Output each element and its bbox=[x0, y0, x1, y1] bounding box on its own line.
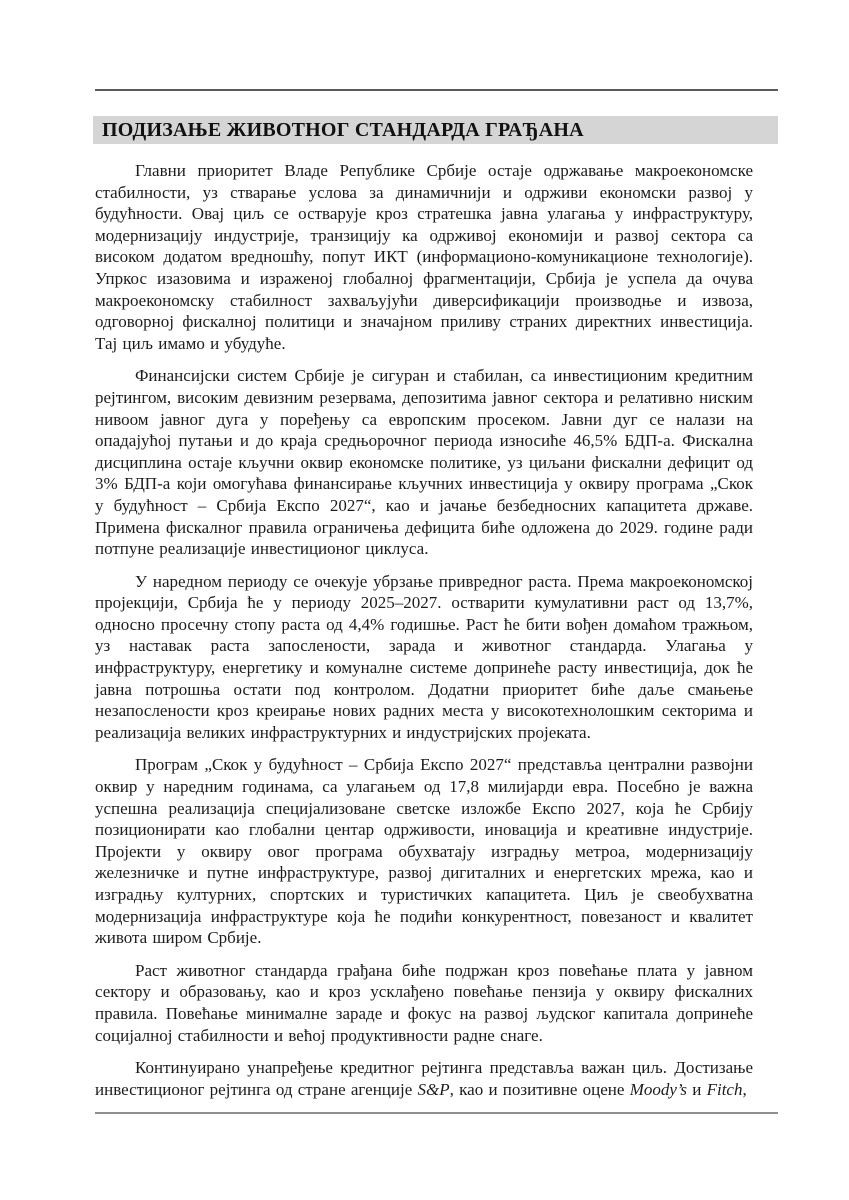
text-run: и bbox=[686, 1079, 707, 1099]
text-run: , као и позитивне оцене bbox=[449, 1079, 630, 1099]
paragraph-4: Програм „Скок у будућност – Србија Експо 2027“ представља централни развојни оквир у наредним годинама, са улагањем од 17,8 милијарди евра. Посебно је важна успешна реализација специјализоване светске изложбе Експо 2027, која ће Србију позиционирати као глобални центар одрживости, иновација и креативне индустрије. Пројекти у оквиру овог програма обухватају изградњу метроа, модернизацију железничке и путне инфраструктуре, развој дигиталних и енергетских мрежа, као и изградњу културних, спортских и туристичких капацитета. Циљ је свеобухватна модернизација инфраструктуре која ће подићи конкурентност, повезаност и квалитет живота широм Србије. bbox=[95, 755, 753, 948]
section-title: ПОДИЗАЊЕ ЖИВОТНОГ СТАНДАРДА ГРАЂАНА bbox=[102, 118, 584, 141]
paragraph-6 bbox=[95, 1057, 753, 1100]
text-run-italic-fitch: Fitch bbox=[706, 1079, 743, 1099]
footer-rule bbox=[95, 1112, 778, 1114]
paragraph-5: Раст животног стандарда грађана биће подржан кроз повећање плата у јавном сектору и образовању, као и кроз усклађено повећање пензија у оквиру фискалних правила. Повећање минималне зараде и фокус на развој људског капитала допринеће социјалној стабилности и већој продуктивности радне снаге. bbox=[95, 960, 753, 1045]
paragraph-3: У наредном периоду се очекује убрзање привредног раста. Према макроекономској пројекцији, Србија ће у периоду 2025–2027. остварити кумулативни раст од 13,7%, односно просечну стопу раста од 4,4% годишње. Раст ће бити вођен домаћом тражњом, уз наставак раста запослености, зарада и животног стандарда. Улагања у инфраструктуру, енергетику и комуналне системе допринеће расту инвестиција, док ће јавна потрошња остати под контролом. Додатни приоритет биће даље смањење незапослености кроз креирање нових радних места у високотехнолошким секторима и реализација великих инфраструктурних и индустријских пројеката. bbox=[95, 571, 753, 742]
text-run-italic-moodys: Moody’s bbox=[629, 1079, 687, 1099]
text-run-italic-sp: S&P bbox=[417, 1079, 450, 1099]
paragraph-1: Главни приоритет Владе Републике Србије остаје одржавање макроекономске стабилности, уз стварање услова за динамичнији и одрживи економски развој у будућности. Овај циљ се остварује кроз стратешка јавна улагања у инфраструктуру, модернизацију индустрије, транзицију ка одрживој економији и развој сектора са високом додатом вредношћу, попут ИКТ (информационо-комуникационе технологије). Упркос изазовима и израженој глобалној фрагментацији, Србија је успела да очува макроекономску стабилност захваљујући диверсификацији производње и извоза, одговорној фискалној политици и значајном приливу страних директних инвестиција. Тај циљ имамо и убудуће. bbox=[95, 161, 753, 353]
section-title-bar bbox=[93, 116, 778, 144]
document-body bbox=[95, 160, 753, 1111]
text-run: , bbox=[742, 1079, 747, 1099]
header-rule bbox=[95, 89, 778, 91]
text-run: Континуирано унапређење кредитног рејтинга представља важан циљ. Достизање инвестиционог рејтинга од стране агенције bbox=[95, 1058, 753, 1099]
paragraph-2: Финансијски систем Србије је сигуран и стабилан, са инвестиционим кредитним рејтингом, високим девизним резервама, депозитима јавног сектора и релативно ниским нивоом јавног дуга у поређењу са европским просеком. Јавни дуг се налази на опадајућој путањи и до краја средњорочног периода износиће 46,5% БДП-а. Фискална дисциплина остаје кључни оквир економске политике, уз циљани фискални дефицит од 3% БДП-а који омогућава финансирање кључних инвестиција у оквиру програма „Скок у будућност – Србија Експо 2027“, као и јачање безбедносних капацитета државе. Примена фискалног правила ограничења дефицита биће одложена до 2029. године ради потпуне реализације инвестиционог циклуса. bbox=[95, 366, 753, 559]
